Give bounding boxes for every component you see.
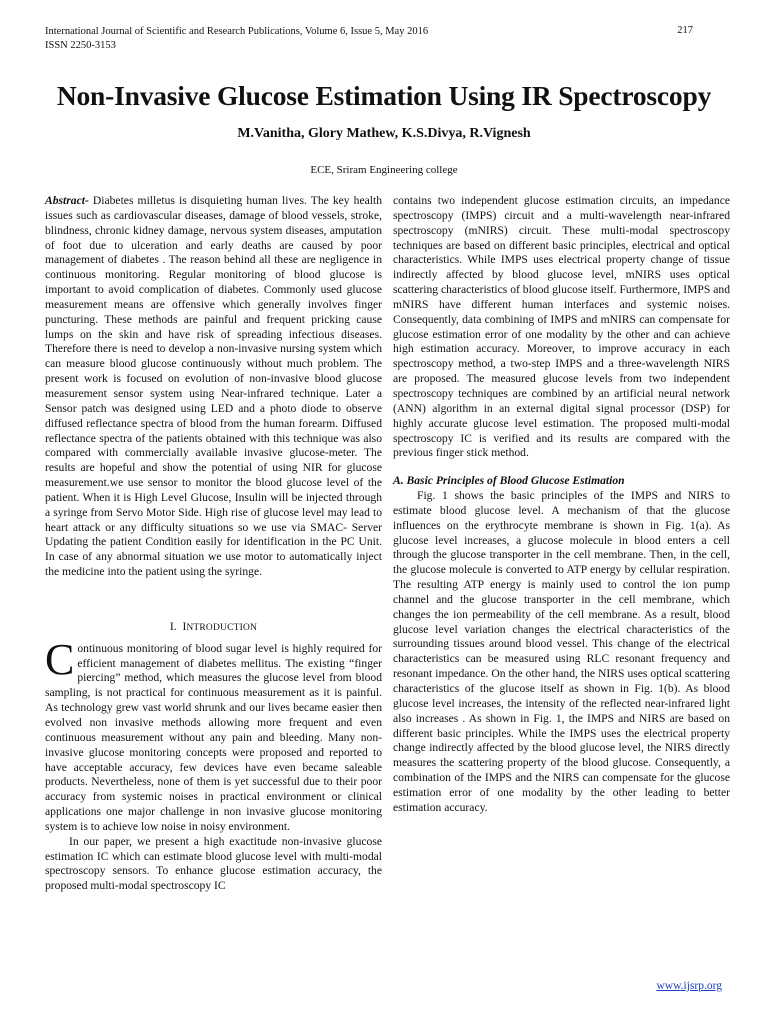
section-title-first: I (182, 619, 187, 633)
introduction-body (45, 634, 382, 894)
abstract-label: Abstract- (45, 194, 89, 207)
abstract-text: Diabetes milletus is disquieting human lives. The key health issues such as cardiovascular diseases, damage of blood vessels, stroke, blindness, chronic kidney damage, nervous system diseases, amputation of foot due to ulceration and early deaths are caused by poor management of diabetes . The reason behind all these are negligence in continuous monitoring. Regular monitoring of blood glucose is important to avoid complication of diabetes. Commonly used glucose measurement means are offensive which generally involves finger puncturing. These methods are painful and frequent pricking cause lumps on the skin and have risk of spreading infectious diseases. Therefore there is need to develop a non-invasive nursing system which can measure blood glucose continuously without much problem. The present work is focused on evolution of non-invasive blood glucose measurement sensor system using Near-infrared technique. Later a Sensor patch was designed using LED and a photo diode to observe diffused reflectance spectra of blood from the human forearm. Diffused reflectance spectra of the patients obtained with this technique was also compared with commercially available invasive glucose-meter. The results are hopeful and show the potential of using NIR for glucose measurement.we use sensor to monitor the blood glucose level of the patient. When it is High Level Glucose, Insulin will be injected through a syringe from Servo Motor Side. High rise of glucose level may lead to heart attack or any difficulty situations so we use via SMAC- Server Updating the patient Condition easily for identification in the PC Unit. In case of any abnormal situation we use motor to automatically inject the medicine into the patient using the syringe. (45, 194, 382, 579)
paper-title: Non-Invasive Glucose Estimation Using IR Spectroscopy (56, 80, 712, 111)
intro-paragraph-2: In our paper, we present a high exactitude non-invasive glucose estimation IC which can estimate blood glucose level with multi-modal spectroscopy sensors. To enhance glucose estimation accuracy, the proposed multi-modal spectroscopy IC (45, 834, 382, 893)
page-number: 217 (677, 25, 693, 36)
section-title-rest: NTRODUCTION (186, 622, 258, 633)
intro-paragraph-2-continued: contains two independent glucose estimation circuits, an impedance spectroscopy (IMPS) circuit and a multi-wavelength near-infrared spectroscopy (mNIRS) circuit. These multi-modal spectroscopy techniques are based on different basic principles, electrical and optical characteristics. While IMPS uses electrical property change of tissue indirectly affected by blood glucose level, mNIRS uses optical scattering characteristics of blood glucose itself. Furthermore, IMPS and mNIRS have different human interfaces and systemic noises. Consequently, data combining of IMPS and mNIRS can compensate for glucose estimation error of one modality by the other and can achieve high estimation accuracy. Moreover, to improve accuracy in each spectroscopy method, a two-step IMPS and a three-wavelength NIRS are proposed. The measured glucose levels from two independent spectroscopy techniques are combined by an artificial neural network (ANN) algorithm in an external digital signal processor (DSP) for highly accurate glucose level estimation. The proposed multi-modal spectroscopy IC is verified and its results are compared with the previous finger stick method. (393, 194, 730, 460)
section-heading-introduction (45, 620, 382, 636)
journal-header (45, 25, 428, 53)
left-column (45, 194, 382, 894)
intro-paragraph-1 (45, 634, 382, 835)
intro-paragraph-1-text: ontinuous monitoring of blood sugar level is highly required for efficient management of diabetes mellitus. The existing “finger piercing” method, which measures the glucose level from blood sampling, is not practical for continuous measurement as it is painful. As technology grew vast world shrunk and our lives became easier then evolved non invasive methods allowing more frequent and even continuous measurement without any pain and bleeding. Many non-invasive glucose monitoring concepts were proposed and reported to have acceptable accuracy, few devices have even became saleable products. Nevertheless, none of them is yet successful due to their poor accuracy from systemic noises in practical environment or clinical applications one major challenge in non invasive glucose monitoring system is to achieve low noise in noisy environment. (45, 641, 382, 833)
issn: ISSN 2250-3153 (45, 40, 116, 51)
drop-cap: C (45, 634, 75, 684)
abstract (45, 194, 382, 580)
journal-website-link[interactable]: www.ijsrp.org (656, 980, 722, 992)
authors: M.Vanitha, Glory Mathew, K.S.Divya, R.Vignesh (237, 126, 531, 141)
affiliation: ECE, Sriram Engineering college (310, 164, 458, 176)
subsection-paragraph: Fig. 1 shows the basic principles of the IMPS and NIRS to estimate blood glucose level. A mechanism of that the glucose influences on the erythrocyte membrane is shown in Fig. 1(a). As glucose level increases, a glucose molecule in blood enters a cell through the glucose transporter in the cell membrane. Then, in the cell, the glucose molecule is converted to ATP energy by cellular respiration. The resulting ATP energy is mainly used to control the ion pump channel and the glucose transporter in the cell membrane, which changes the ion permeability of the cell membrane. As a result, blood glucose level variation changes the electrical characteristics of the surrounding tissues around blood vessel. This change of the electrical characteristics can be measured using RLC resonant frequency and resonant impedance. On the other hand, the NIRS uses optical scattering characteristics of the glucose itself as shown in Fig. 1(b). As blood glucose level increases, the intensity of the reflected near-infrared light also increases . As shown in Fig. 1, the IMPS and NIRS are based on different basic principles. While the IMPS uses the electrical property change indirectly affected by the blood glucose level, the NIRS directly measures the scattering property of the blood glucose. Consequently, a combination of the IMPS and the NIRS can compensate for the glucose estimation error of one modality by the other leading to better estimation accuracy. (393, 489, 730, 814)
subsection-heading: A. Basic Principles of Blood Glucose Estimation (393, 474, 625, 488)
journal-line: International Journal of Scientific and Research Publications, Volume 6, Issue 5, May 2016 (45, 26, 429, 37)
section-numeral: I. (169, 619, 177, 633)
right-column (393, 194, 730, 816)
